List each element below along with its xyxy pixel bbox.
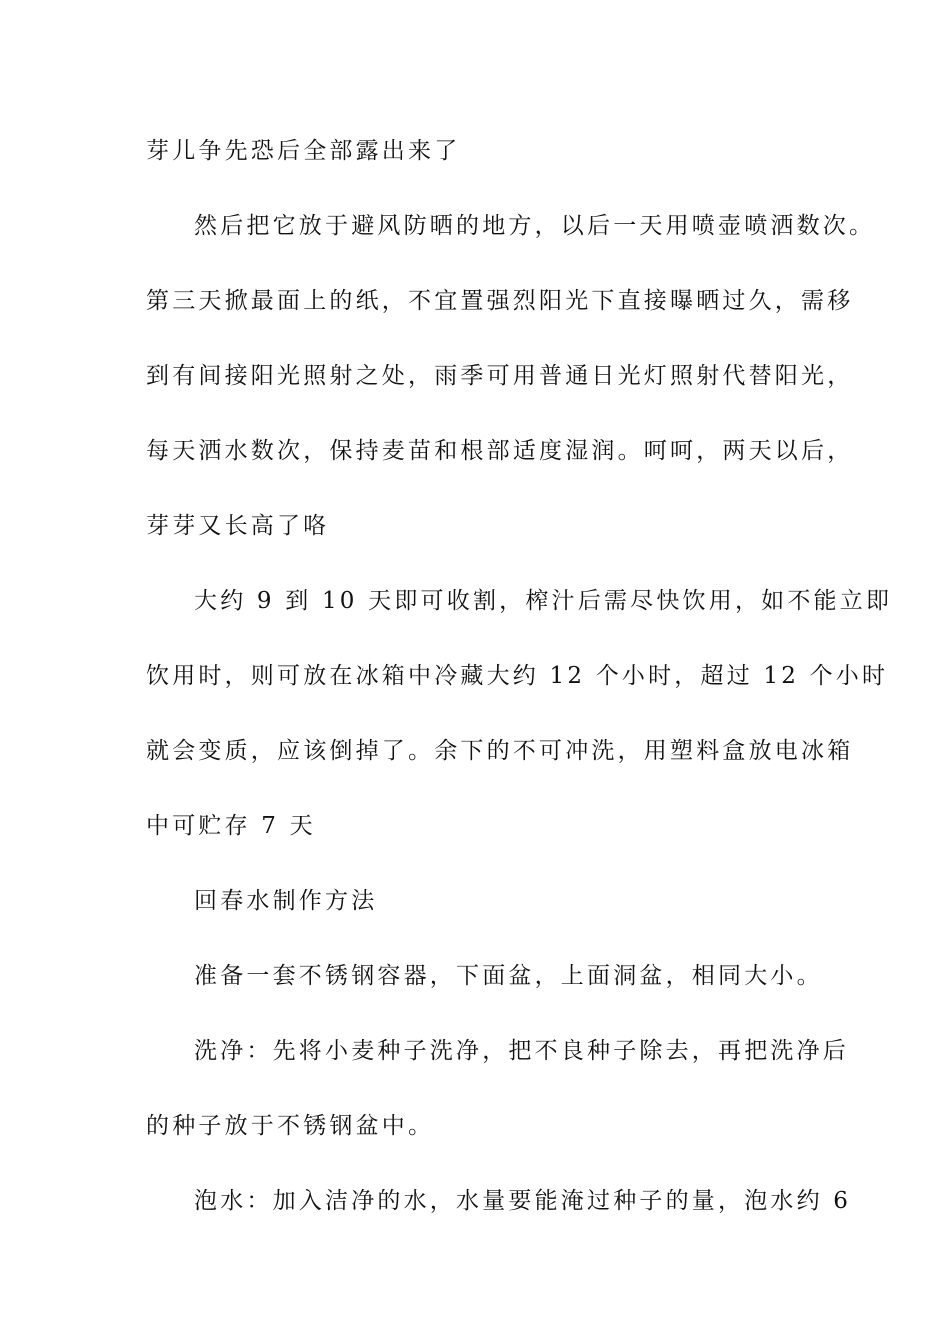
text-line: 就会变质，应该倒掉了。余下的不可冲洗，用塑料盒放电冰箱 — [146, 738, 854, 764]
text-line: 芽芽又长高了咯 — [146, 513, 330, 539]
text-line: 到有间接阳光照射之处，雨季可用普通日光灯照射代替阳光， — [146, 363, 854, 389]
text-line: 第三天掀最面上的纸，不宜置强烈阳光下直接曝晒过久，需移 — [146, 288, 854, 314]
text-line: 泡水：加入洁净的水，水量要能淹过种子的量，泡水约 6 — [194, 1188, 852, 1214]
text-line: 饮用时，则可放在冰箱中冷藏大约 12 个小时，超过 12 个小时 — [146, 663, 889, 689]
text-line: 每天洒水数次，保持麦苗和根部适度湿润。呵呵，两天以后， — [146, 438, 854, 464]
section-heading: 回春水制作方法 — [194, 888, 378, 914]
text-line: 准备一套不锈钢容器，下面盆，上面洞盆，相同大小。 — [194, 963, 823, 989]
text-line: 洗净：先将小麦种子洗净，把不良种子除去，再把洗净后 — [194, 1038, 849, 1064]
text-line: 芽儿争先恐后全部露出来了 — [146, 138, 461, 164]
text-line: 中可贮存 7 天 — [146, 813, 316, 839]
text-line: 的种子放于不锈钢盆中。 — [146, 1113, 435, 1139]
text-line: 大约 9 到 10 天即可收割，榨汁后需尽快饮用，如不能立即 — [194, 588, 893, 614]
text-line: 然后把它放于避风防晒的地方，以后一天用喷壶喷洒数次。 — [194, 213, 876, 239]
